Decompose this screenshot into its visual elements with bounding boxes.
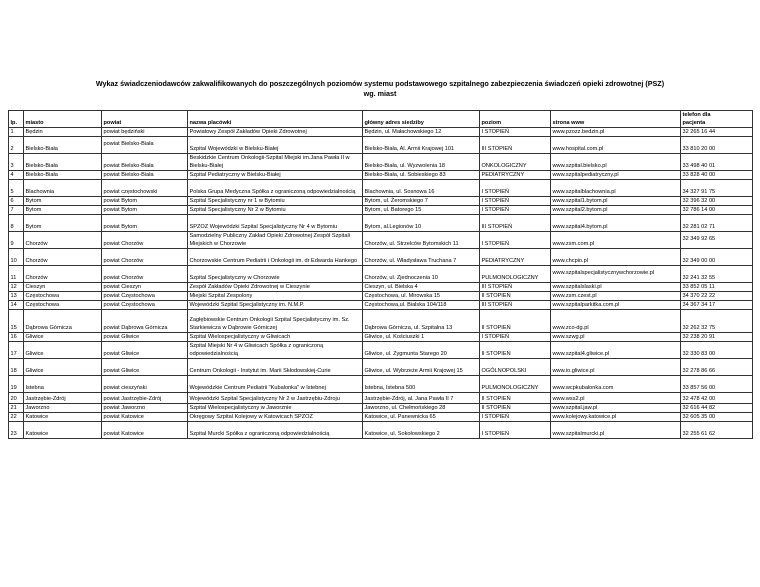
cell-adres: Istebna, Istebna 500	[363, 376, 480, 393]
cell-adres: Gliwice, ul. Zygmunta Starego 20	[363, 342, 480, 359]
cell-nazwa: Polska Grupa Medyczna Spółka z ograniczoną odpowiedzialnością	[188, 180, 363, 197]
cell-nazwa: Wojewódzki Szpital Specjalistyczny im. N.M.P.	[188, 301, 363, 310]
cell-www: www.szpital4.gliwice.pl	[551, 342, 681, 359]
table-row	[9, 404, 753, 413]
cell-powiat: powiat Chorzów	[102, 249, 188, 266]
cell-lp: 10	[9, 249, 24, 266]
cell-lp: 5	[9, 180, 24, 197]
cell-nazwa: Zagłębiowskie Centrum Onkologii Szpital Specjalistyczny im. Sz. Starkiewicza w Dąbrowie Górniczej	[188, 310, 363, 333]
cell-miasto: Bielsko-Biała	[24, 171, 102, 180]
cell-poziom: OGÓLNOPOLSKI	[480, 359, 551, 376]
cell-tel: 32 330 83 00	[681, 342, 753, 359]
cell-tel: 34 370 22 22	[681, 292, 753, 301]
cell-tel: 32 238 20 91	[681, 333, 753, 342]
cell-tel: 32 605 35 00	[681, 413, 753, 422]
cell-poziom: ONKOLOGICZNY	[480, 154, 551, 171]
cell-lp: 8	[9, 215, 24, 232]
cell-powiat: powiat Częstochowa	[102, 301, 188, 310]
cell-nazwa: SPZOZ Wojewódzki Szpital Specjalistyczny Nr 4 w Bytomiu	[188, 215, 363, 232]
cell-tel: 33 852 05 11	[681, 283, 753, 292]
cell-lp: 21	[9, 404, 24, 413]
cell-www: www.szpitalpediatryczny.pl	[551, 171, 681, 180]
table-row	[9, 215, 753, 232]
cell-poziom: II STOPIEŃ	[480, 342, 551, 359]
cell-powiat: powiat Bytom	[102, 215, 188, 232]
cell-www: www.szpital.jaw.pl	[551, 404, 681, 413]
table-row	[9, 249, 753, 266]
cell-nazwa: Centrum Onkologii - Instytut im. Marii Skłodowskiej-Curie	[188, 359, 363, 376]
cell-www: www.wss2.pl	[551, 393, 681, 404]
table-row	[9, 376, 753, 393]
cell-powiat: powiat Chorzów	[102, 232, 188, 249]
document-title	[0, 79, 760, 99]
header-powiat: powiat	[102, 111, 188, 128]
cell-www: www.szpitalparkitka.com.pl	[551, 301, 681, 310]
cell-www: www.chcpio.pl	[551, 249, 681, 266]
cell-www: www.szpitalslaski.pl	[551, 283, 681, 292]
cell-poziom: II STOPIEŃ	[480, 393, 551, 404]
cell-poziom: II STOPIEŃ	[480, 310, 551, 333]
cell-www: www.szpitalblachownia.pl	[551, 180, 681, 197]
table-row	[9, 137, 753, 154]
cell-adres: Jaworzno, ul. Chełmońskiego 28	[363, 404, 480, 413]
cell-miasto: Bielsko-Biała	[24, 154, 102, 171]
cell-adres: Gliwice, ul. Kościuszki 1	[363, 333, 480, 342]
cell-powiat: powiat Bielsko-Biała	[102, 171, 188, 180]
cell-miasto: Bielsko-Biała	[24, 137, 102, 154]
header-adres: główny adres siedziby	[363, 111, 480, 128]
cell-tel: 32 349 92 65	[681, 232, 753, 249]
cell-tel: 32 281 02 71	[681, 215, 753, 232]
cell-miasto: Blachownia	[24, 180, 102, 197]
table-row	[9, 292, 753, 301]
cell-adres: Bytom, al.Legionów 10	[363, 215, 480, 232]
cell-powiat: powiat Gliwice	[102, 333, 188, 342]
cell-adres: Bielsko-Biała, ul. Sobieskiego 83	[363, 171, 480, 180]
cell-lp: 2	[9, 137, 24, 154]
cell-www: www.pzozz.bedzin.pl	[551, 128, 681, 137]
cell-www: www.zsm.czest.pl	[551, 292, 681, 301]
cell-lp: 15	[9, 310, 24, 333]
cell-lp: 18	[9, 359, 24, 376]
cell-miasto: Cieszyn	[24, 283, 102, 292]
header-telefon	[681, 111, 753, 128]
cell-www: www.io.gliwice.pl	[551, 359, 681, 376]
cell-nazwa: Wojewódzki Szpital Specjalistyczny Nr 2 w Jastrzębiu-Zdroju	[188, 393, 363, 404]
cell-nazwa: Samodzielny Publiczny Zakład Opieki Zdrowotnej Zespół Szpitali Miejskich w Chorzowie	[188, 232, 363, 249]
cell-poziom: I STOPIEŃ	[480, 180, 551, 197]
cell-lp: 23	[9, 422, 24, 439]
cell-adres: Bytom, ul. Żeromskiego 7	[363, 197, 480, 206]
table-row	[9, 154, 753, 171]
cell-adres: Jastrzębie-Zdrój, al. Jana Pawła II 7	[363, 393, 480, 404]
cell-powiat: powiat będziński	[102, 128, 188, 137]
cell-tel: 32 349 00 00	[681, 249, 753, 266]
cell-nazwa: Miejski Szpital Zespolony	[188, 292, 363, 301]
cell-poziom: PULMONOLOGICZNY	[480, 266, 551, 283]
cell-miasto: Gliwice	[24, 342, 102, 359]
table-header-row	[9, 111, 753, 128]
cell-poziom: I STOPIEŃ	[480, 422, 551, 439]
table-row	[9, 171, 753, 180]
cell-adres: Bielsko-Biała, ul. Wyzwolenia 18	[363, 154, 480, 171]
cell-miasto: Bytom	[24, 215, 102, 232]
header-telefon-line1: telefon dla	[682, 112, 711, 119]
cell-adres: Bytom, ul. Batorego 15	[363, 206, 480, 215]
header-poziom: poziom	[480, 111, 551, 128]
title-line-2: wg. miast	[363, 89, 397, 98]
cell-poziom: PEDIATRYCZNY	[480, 249, 551, 266]
cell-lp: 12	[9, 283, 24, 292]
cell-lp: 22	[9, 413, 24, 422]
cell-adres: Katowice, ul. Sokołowskiego 2	[363, 422, 480, 439]
cell-tel: 32 478 42 00	[681, 393, 753, 404]
cell-nazwa: Wojewódzkie Centrum Pediatrii "Kubalonka" w Istebnej	[188, 376, 363, 393]
cell-nazwa: Szpital Specjalistyczny nr 1 w Bytomiu	[188, 197, 363, 206]
cell-lp: 19	[9, 376, 24, 393]
cell-miasto: Częstochowa	[24, 301, 102, 310]
cell-tel: 32 786 14 00	[681, 206, 753, 215]
cell-tel: 33 828 40 00	[681, 171, 753, 180]
cell-powiat: powiat Bytom	[102, 206, 188, 215]
cell-miasto: Katowice	[24, 413, 102, 422]
cell-poziom: II STOPIEŃ	[480, 404, 551, 413]
table-row	[9, 128, 753, 137]
cell-adres: Katowice, ul. Panewnicka 65	[363, 413, 480, 422]
cell-powiat: powiat Bielsko-Biała	[102, 154, 188, 171]
cell-www: www.szpital4.bytom.pl	[551, 215, 681, 232]
title-line-1: Wykaz świadczeniodawców zakwalifikowanych do poszczególnych poziomów systemu podstawowego szpitalnego zabezpieczenia świadczeń opieki zdrowotnej (PSZ)	[95, 79, 665, 88]
cell-tel: 33 498 40 01	[681, 154, 753, 171]
cell-poziom: III STOPIEŃ	[480, 301, 551, 310]
cell-powiat: powiat Chorzów	[102, 266, 188, 283]
header-miasto: miasto	[24, 111, 102, 128]
cell-tel: 32 616 44 82	[681, 404, 753, 413]
cell-powiat: powiat cieszyński	[102, 376, 188, 393]
cell-powiat: powiat Bielsko-Biała	[102, 137, 188, 154]
cell-poziom: III STOPIEŃ	[480, 283, 551, 292]
cell-adres: Chorzów, ul. Zjednoczenia 10	[363, 266, 480, 283]
cell-poziom: PEDIATRYCZNY	[480, 171, 551, 180]
table-row	[9, 422, 753, 439]
cell-www: www.wcpkubalonka.com	[551, 376, 681, 393]
cell-lp: 16	[9, 333, 24, 342]
cell-miasto: Będzin	[24, 128, 102, 137]
cell-miasto: Jaworzno	[24, 404, 102, 413]
cell-lp: 11	[9, 266, 24, 283]
cell-miasto: Chorzów	[24, 266, 102, 283]
cell-tel: 34 367 34 17	[681, 301, 753, 310]
cell-miasto: Gliwice	[24, 359, 102, 376]
table-row	[9, 359, 753, 376]
table-row	[9, 180, 753, 197]
cell-miasto: Bytom	[24, 206, 102, 215]
cell-adres: Częstochowa, ul. Mirowska 15	[363, 292, 480, 301]
cell-miasto: Chorzów	[24, 249, 102, 266]
cell-nazwa: Powiatowy Zespół Zakładów Opieki Zdrowotnej	[188, 128, 363, 137]
cell-poziom: I STOPIEŃ	[480, 413, 551, 422]
cell-www: www.szpital1.bytom.pl	[551, 197, 681, 206]
cell-lp: 7	[9, 206, 24, 215]
table-row	[9, 232, 753, 249]
cell-miasto: Istebna	[24, 376, 102, 393]
cell-lp: 13	[9, 292, 24, 301]
cell-nazwa: Szpital Specjalistyczny Nr 2 w Bytomiu	[188, 206, 363, 215]
cell-miasto: Dąbrowa Górnicza	[24, 310, 102, 333]
header-telefon-line2: pacjenta	[682, 119, 706, 126]
table-row	[9, 206, 753, 215]
cell-miasto: Bytom	[24, 197, 102, 206]
table-row	[9, 310, 753, 333]
cell-nazwa: Szpital Miejski Nr 4 w Gliwicach Spółka z ograniczoną odpowiedzialnością	[188, 342, 363, 359]
cell-lp: 4	[9, 171, 24, 180]
cell-www: www.zsm.com.pl	[551, 232, 681, 249]
cell-www: www.szwg.pl	[551, 333, 681, 342]
cell-tel: 34 327 91 75	[681, 180, 753, 197]
cell-www: www.kolejowy.katowice.pl	[551, 413, 681, 422]
cell-nazwa: Beskidzkie Centrum Onkologii-Szpital Miejski im.Jana Pawła II w Bielsku-Białej	[188, 154, 363, 171]
header-www: strona www	[551, 111, 681, 128]
table-row	[9, 342, 753, 359]
cell-powiat: powiat Bytom	[102, 197, 188, 206]
cell-powiat: powiat Cieszyn	[102, 283, 188, 292]
cell-www: www.szpital2.bytom.pl	[551, 206, 681, 215]
cell-lp: 1	[9, 128, 24, 137]
cell-adres: Blachownia, ul. Sosnowa 16	[363, 180, 480, 197]
cell-powiat: powiat Jaworzno	[102, 404, 188, 413]
cell-powiat: powiat Gliwice	[102, 359, 188, 376]
cell-tel: 32 278 86 66	[681, 359, 753, 376]
cell-powiat: powiat Katowice	[102, 422, 188, 439]
cell-www: www.zco-dg.pl	[551, 310, 681, 333]
cell-www: www.szpitalspecjalistycznywchorzowie.pl	[551, 266, 681, 283]
cell-powiat: powiat Jastrzębie-Zdrój	[102, 393, 188, 404]
cell-adres: Bielsko-Biała, Al. Armii Krajowej 101	[363, 137, 480, 154]
cell-powiat: powiat Częstochowa	[102, 292, 188, 301]
cell-nazwa: Szpital Wielospecjalistyczny w Jaworznie	[188, 404, 363, 413]
cell-poziom: II STOPIEŃ	[480, 292, 551, 301]
cell-nazwa: Szpital Specjalistyczny w Chorzowie	[188, 266, 363, 283]
cell-nazwa: Szpital Murcki Spółka z ograniczoną odpowiedzialnością	[188, 422, 363, 439]
table-body	[9, 128, 753, 439]
cell-nazwa: Zespół Zakładów Opieki Zdrowotnej w Cieszynie	[188, 283, 363, 292]
cell-nazwa: Chorzowskie Centrum Pediatrii i Onkologii im. dr Edwarda Hankego	[188, 249, 363, 266]
cell-lp: 9	[9, 232, 24, 249]
facilities-table	[8, 110, 753, 439]
cell-lp: 17	[9, 342, 24, 359]
cell-tel: 32 262 32 75	[681, 310, 753, 333]
cell-www: www.hospital.com.pl	[551, 137, 681, 154]
cell-miasto: Gliwice	[24, 333, 102, 342]
cell-lp: 20	[9, 393, 24, 404]
cell-adres: Będzin, ul. Małachowskiego 12	[363, 128, 480, 137]
cell-nazwa: Szpital Wojewódzki w Bielsku-Białej	[188, 137, 363, 154]
cell-tel: 32 241 32 55	[681, 266, 753, 283]
table-row	[9, 266, 753, 283]
table-row	[9, 413, 753, 422]
cell-poziom: I STOPIEŃ	[480, 128, 551, 137]
cell-adres: Gliwice, ul. Wybrzeże Armii Krajowej 15	[363, 359, 480, 376]
cell-miasto: Katowice	[24, 422, 102, 439]
cell-miasto: Jastrzębie-Zdrój	[24, 393, 102, 404]
table-row	[9, 301, 753, 310]
cell-poziom: III STOPIEŃ	[480, 137, 551, 154]
cell-poziom: III STOPIEŃ	[480, 215, 551, 232]
cell-poziom: I STOPIEŃ	[480, 333, 551, 342]
cell-adres: Chorzów, ul. Strzelców Bytomskich 11	[363, 232, 480, 249]
cell-tel: 32 265 16 44	[681, 128, 753, 137]
cell-nazwa: Szpital Pediatryczny w Bielsku-Białej	[188, 171, 363, 180]
cell-powiat: powiat częstochowski	[102, 180, 188, 197]
cell-powiat: powiat Gliwice	[102, 342, 188, 359]
table-row	[9, 197, 753, 206]
table-row	[9, 333, 753, 342]
table-row	[9, 393, 753, 404]
cell-poziom: I STOPIEŃ	[480, 232, 551, 249]
cell-nazwa: Szpital Wielospecjalistyczny w Gliwicach	[188, 333, 363, 342]
cell-poziom: I STOPIEŃ	[480, 206, 551, 215]
table-row	[9, 283, 753, 292]
cell-tel: 32 396 32 00	[681, 197, 753, 206]
cell-lp: 14	[9, 301, 24, 310]
cell-tel: 33 810 20 00	[681, 137, 753, 154]
cell-nazwa: Okręgowy Szpital Kolejowy w Katowicach SPZOZ	[188, 413, 363, 422]
cell-miasto: Częstochowa	[24, 292, 102, 301]
cell-www: www.szpital.bielsko.pl	[551, 154, 681, 171]
cell-adres: Cieszyn, ul. Bielska 4	[363, 283, 480, 292]
cell-powiat: powiat Katowice	[102, 413, 188, 422]
cell-www: www.szpitalmurcki.pl	[551, 422, 681, 439]
cell-poziom: I STOPIEŃ	[480, 197, 551, 206]
header-lp: lp.	[9, 111, 24, 128]
cell-powiat: powiat Dąbrowa Górnicza	[102, 310, 188, 333]
cell-lp: 3	[9, 154, 24, 171]
cell-adres: Chorzów, ul. Władysława Truchana 7	[363, 249, 480, 266]
cell-poziom: PULMONOLOGICZNY	[480, 376, 551, 393]
cell-adres: Dąbrowa Górnicza, ul. Szpitalna 13	[363, 310, 480, 333]
header-nazwa: nazwa placówki	[188, 111, 363, 128]
cell-miasto: Chorzów	[24, 232, 102, 249]
cell-tel: 32 255 61 62	[681, 422, 753, 439]
cell-adres: Częstochowa,ul. Bialska 104/118	[363, 301, 480, 310]
cell-tel: 33 857 56 00	[681, 376, 753, 393]
cell-lp: 6	[9, 197, 24, 206]
